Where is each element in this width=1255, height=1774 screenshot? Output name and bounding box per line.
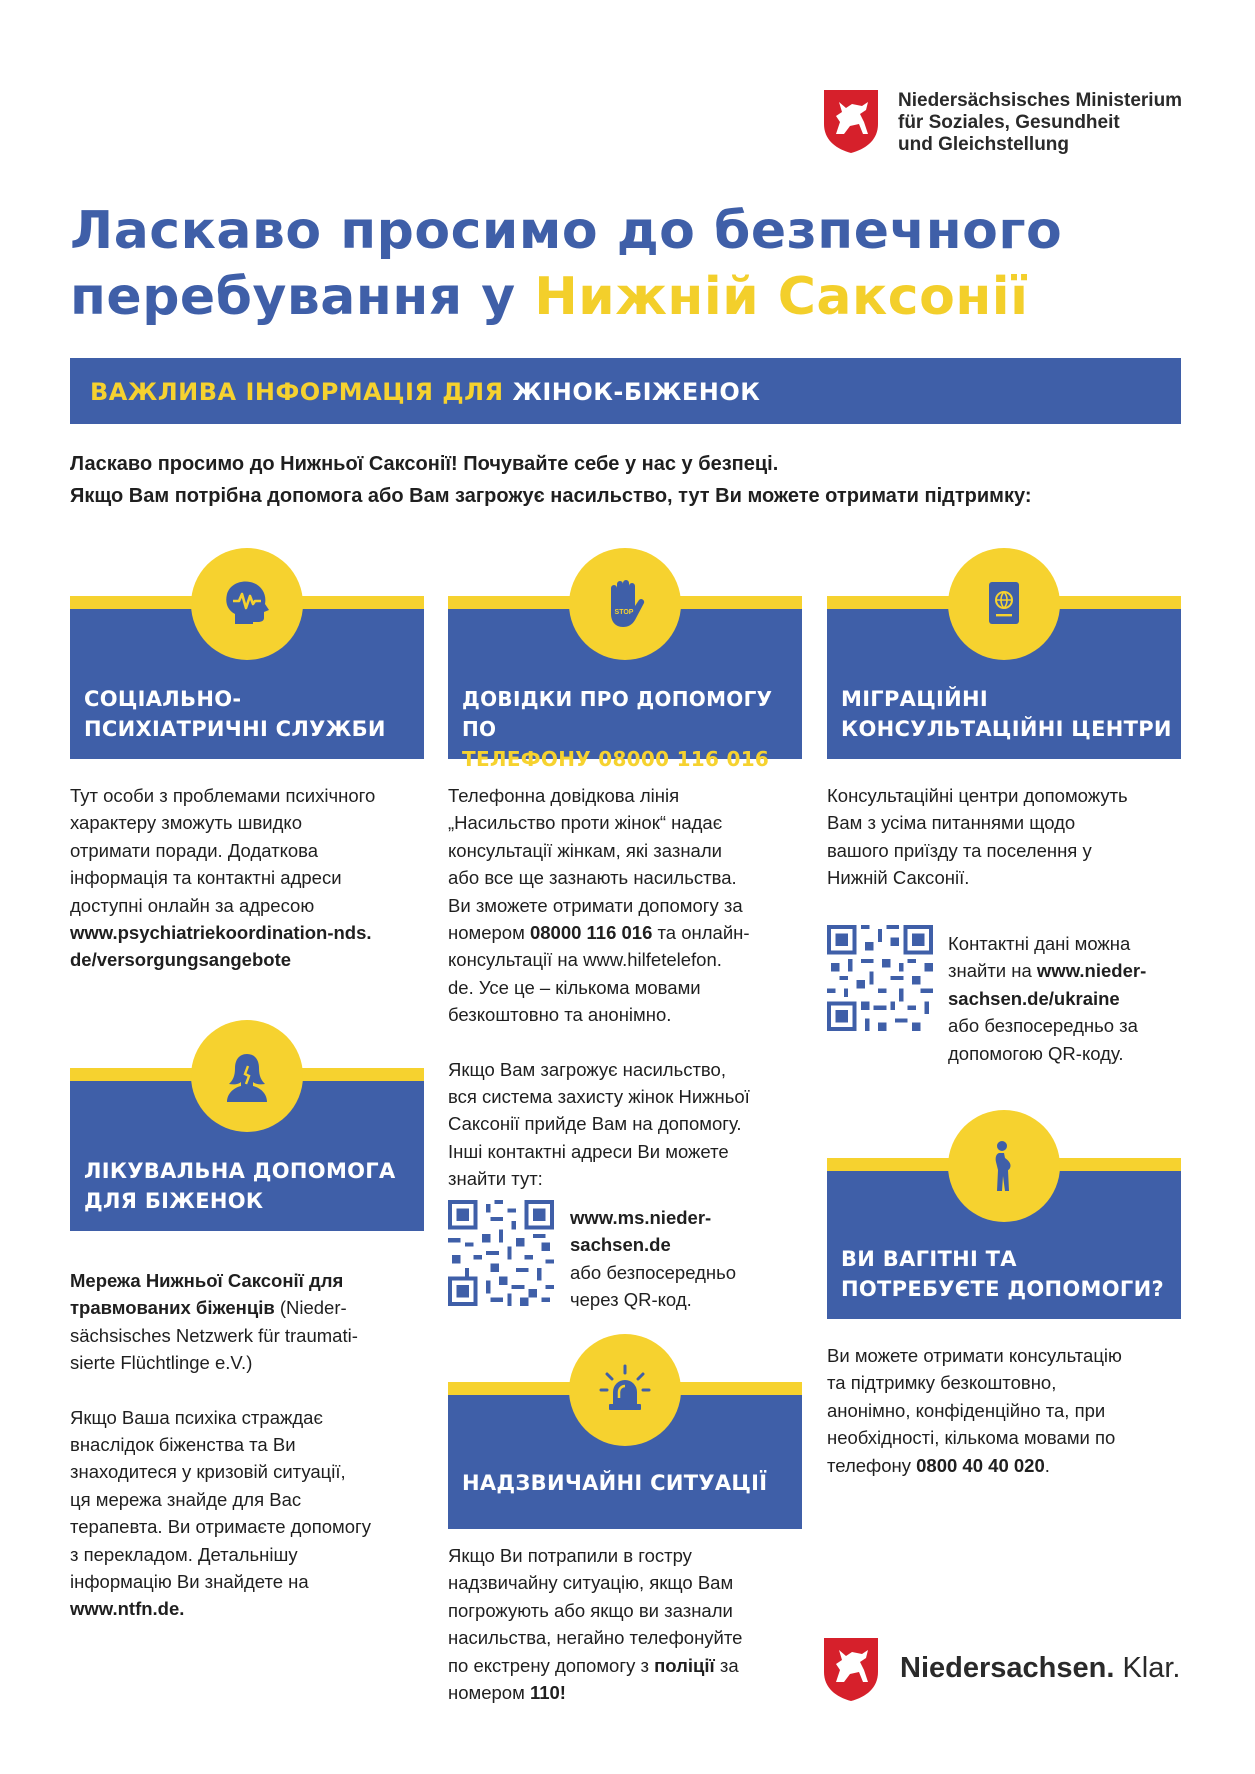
- body-line: вашого приїзду та поселення у: [827, 839, 1092, 861]
- body-text: телефону: [827, 1454, 917, 1476]
- body-line: інформацію Ви знайдете на: [70, 1571, 309, 1593]
- stop-text: STOP: [614, 609, 634, 616]
- body-line: sächsisches Netzwerk für traumati-: [70, 1324, 358, 1346]
- body-line: Консультаційні центри допоможуть: [827, 785, 1128, 806]
- body-line: вся система захисту жінок Нижньої: [448, 1086, 750, 1108]
- stop-hand-icon: [569, 548, 681, 660]
- body-line: насильства, негайно телефонуйте: [448, 1627, 743, 1649]
- headline-yellow-part: Нижній Саксонії: [534, 267, 1029, 327]
- ukraine-link[interactable]: www.nieder-: [1036, 960, 1147, 982]
- section-medical-help: [70, 1020, 424, 1230]
- body-line: характеру зможуть швидко: [70, 812, 302, 834]
- pregnant-woman-icon: [948, 1110, 1060, 1222]
- banner-yellow-text: ВАЖЛИВА ІНФОРМАЦІЯ ДЛЯ: [90, 378, 513, 406]
- body-text: номером: [448, 1682, 530, 1704]
- body-line: терапевта. Ви отримаєте допомогу: [70, 1516, 372, 1538]
- title-line: ПОТРЕБУЄТЕ ДОПОМОГИ?: [841, 1277, 1164, 1301]
- body-text: та онлайн-: [652, 922, 750, 944]
- body-text: номером: [448, 922, 530, 944]
- title-line: КОНСУЛЬТАЦІЙНІ ЦЕНТРИ: [841, 717, 1172, 741]
- head-brainwave-icon: [191, 548, 303, 660]
- intro-line: Ласкаво просимо до Нижньої Саксонії! Почувайте себе у нас у безпеці.: [70, 453, 779, 475]
- body-line: доступні онлайн за адресою: [70, 894, 315, 916]
- body-line: „Насильство проти жінок“ надає: [448, 812, 723, 834]
- body-line: консультації на www.hilfetelefon.: [448, 949, 722, 971]
- body-line: Контактні дані можна: [948, 933, 1131, 954]
- section-social-psychiatric: [70, 548, 424, 758]
- title-line: ДОВІДКИ ПРО ДОПОМОГУ ПО: [462, 687, 773, 741]
- body-line: de. Усе це – кількома мовами: [448, 976, 701, 998]
- ministry-line: für Soziales, Gesundheit: [898, 112, 1120, 133]
- body-text: по екстрену допомогу з: [448, 1654, 655, 1676]
- footer-logo: [822, 1636, 1222, 1706]
- body-line: Вам з усіма питаннями щодо: [827, 812, 1076, 834]
- title-line: ЛІКУВАЛЬНА ДОПОМОГА: [84, 1159, 396, 1183]
- police-number[interactable]: 110!: [529, 1682, 566, 1704]
- migration-qr-text: [948, 930, 1208, 1067]
- body-line: з перекладом. Детальнішу: [70, 1543, 298, 1565]
- niedersachsen-horse-crest-icon: [822, 1636, 880, 1702]
- title-line: ВИ ВАГІТНІ ТА: [841, 1247, 1017, 1271]
- body-text: знайти на: [948, 960, 1037, 982]
- body-text: (Nieder-: [274, 1297, 347, 1319]
- body-line: або все ще зазнають насильства.: [448, 867, 737, 889]
- body-line: Якщо Вам загрожує насильство,: [448, 1058, 726, 1080]
- intro-line: Якщо Вам потрібна допомога або Вам загрожує насильство, тут Ви можете отримати підтримку:: [70, 485, 1032, 507]
- body-line: знайти тут:: [448, 1168, 543, 1190]
- body-line: внаслідок біженства та Ви: [70, 1434, 296, 1456]
- emergency-body: [448, 1542, 818, 1706]
- body-line: Інші контактні адреси Ви можете: [448, 1140, 729, 1162]
- section-title: [462, 684, 802, 774]
- ms-link[interactable]: sachsen.de: [570, 1234, 671, 1256]
- body-line: або безпосередньо за: [948, 1015, 1138, 1037]
- body-line: Тут особи з проблемами психічного: [70, 785, 376, 806]
- body-line: та підтримку безкоштовно,: [827, 1372, 1057, 1394]
- body-line: через QR-код.: [570, 1289, 692, 1311]
- section-title: [84, 1156, 396, 1216]
- page-title: [70, 198, 1190, 330]
- medical-body: [70, 1267, 430, 1623]
- headline-line-1: Ласкаво просимо до безпечного: [70, 201, 1063, 261]
- ukraine-link[interactable]: sachsen.de/ukraine: [948, 987, 1120, 1009]
- social-body: [70, 782, 430, 974]
- body-line: Нижній Саксонії.: [827, 867, 970, 889]
- body-line: надзвичайну ситуацію, якщо Вам: [448, 1572, 734, 1594]
- qr-code-ms[interactable]: [448, 1200, 554, 1306]
- body-line: Якщо Ваша психіка страждає: [70, 1406, 323, 1428]
- woman-silhouette-icon: [191, 1020, 303, 1132]
- body-line: Ви зможете отримати допомогу за: [448, 894, 743, 916]
- hotline-number-title: ТЕЛЕФОНУ 08000 116 016: [462, 747, 770, 771]
- section-hotline: [448, 548, 802, 771]
- section-title: [462, 1468, 767, 1498]
- body-text: за: [714, 1654, 739, 1676]
- headline-blue-part: перебування у: [70, 267, 535, 327]
- body-line: Якщо Ви потрапили в гостру: [448, 1545, 692, 1566]
- ministry-line: und Gleichstellung: [898, 134, 1070, 155]
- body-line: Телефонна довідкова лінія: [448, 785, 680, 806]
- title-line: МІГРАЦІЙНІ: [841, 687, 988, 711]
- section-migration: [827, 548, 1181, 758]
- social-link[interactable]: www.psychiatriekoordination-nds.: [70, 922, 372, 944]
- ministry-line: Niedersächsisches Ministerium: [898, 90, 1183, 111]
- headline-line-2: [70, 264, 1190, 330]
- info-banner: [70, 358, 1181, 424]
- body-line: отримати поради. Додаткова: [70, 839, 319, 861]
- section-pregnant: [827, 1110, 1181, 1320]
- pregnant-body: [827, 1342, 1207, 1479]
- body-line: допомогою QR-коду.: [948, 1042, 1124, 1064]
- banner-white-text: ЖІНОК-БІЖЕНОК: [512, 378, 761, 406]
- hotline-body: [448, 782, 818, 1193]
- body-line: необхідності, кількома мовами по: [827, 1427, 1116, 1449]
- body-line: Ви можете отримати консультацію: [827, 1345, 1122, 1366]
- qr-code-ukraine[interactable]: [827, 925, 933, 1031]
- niedersachsen-horse-crest-icon: [822, 88, 880, 154]
- social-link[interactable]: de/versorgungsangebote: [70, 949, 292, 971]
- hotline-phone-number[interactable]: 08000 116 016: [529, 922, 653, 944]
- body-line: погрожують або якщо ви зазнали: [448, 1599, 733, 1621]
- body-line: інформація та контактні адреси: [70, 867, 342, 889]
- ministry-name: [898, 90, 1182, 156]
- section-title: [841, 1244, 1164, 1304]
- passport-globe-icon: [948, 548, 1060, 660]
- body-line: sierte Flüchtlinge e.V.): [70, 1352, 253, 1374]
- title-line: НАДЗВИЧАЙНІ СИТУАЦІЇ: [462, 1471, 768, 1495]
- banner-text: [90, 378, 760, 406]
- body-line: або безпосередньо: [570, 1261, 737, 1283]
- pregnancy-phone-number[interactable]: 0800 40 40 020: [916, 1454, 1045, 1476]
- brand-light: Klar.: [1114, 1652, 1181, 1684]
- body-line: анонімно, конфіденційно та, при: [827, 1399, 1106, 1421]
- section-title: [841, 684, 1172, 744]
- intro-text: [70, 448, 1200, 512]
- body-line: безкоштовно та анонімно.: [448, 1004, 672, 1026]
- medical-network-name: травмованих біженців: [70, 1297, 275, 1319]
- siren-icon: [569, 1334, 681, 1446]
- medical-link[interactable]: www.ntfn.de.: [70, 1598, 185, 1620]
- title-line: ПСИХІАТРИЧНІ СЛУЖБИ: [84, 717, 386, 741]
- ministry-logo: [822, 88, 1222, 160]
- medical-network-name: Мережа Нижньої Саксонії для: [70, 1270, 344, 1291]
- migration-body: [827, 782, 1207, 892]
- hotline-qr-text: [570, 1204, 830, 1314]
- section-emergency: [448, 1334, 802, 1534]
- body-line: консультації жінкам, які зазнали: [448, 839, 722, 861]
- title-line: СОЦІАЛЬНО-: [84, 687, 242, 711]
- body-line: Саксонії прийде Вам на допомогу.: [448, 1113, 742, 1135]
- ms-link[interactable]: www.ms.nieder-: [570, 1207, 712, 1228]
- body-text: .: [1044, 1454, 1050, 1476]
- section-title: [84, 684, 386, 744]
- title-line: ДЛЯ БІЖЕНОК: [84, 1189, 264, 1213]
- police-text: поліції: [654, 1654, 715, 1676]
- brand-bold: Niedersachsen.: [900, 1652, 1115, 1684]
- body-line: ця мережа знайде для Вас: [70, 1488, 302, 1510]
- body-line: знаходитеся у кризовій ситуації,: [70, 1461, 346, 1483]
- footer-brand: [900, 1652, 1180, 1685]
